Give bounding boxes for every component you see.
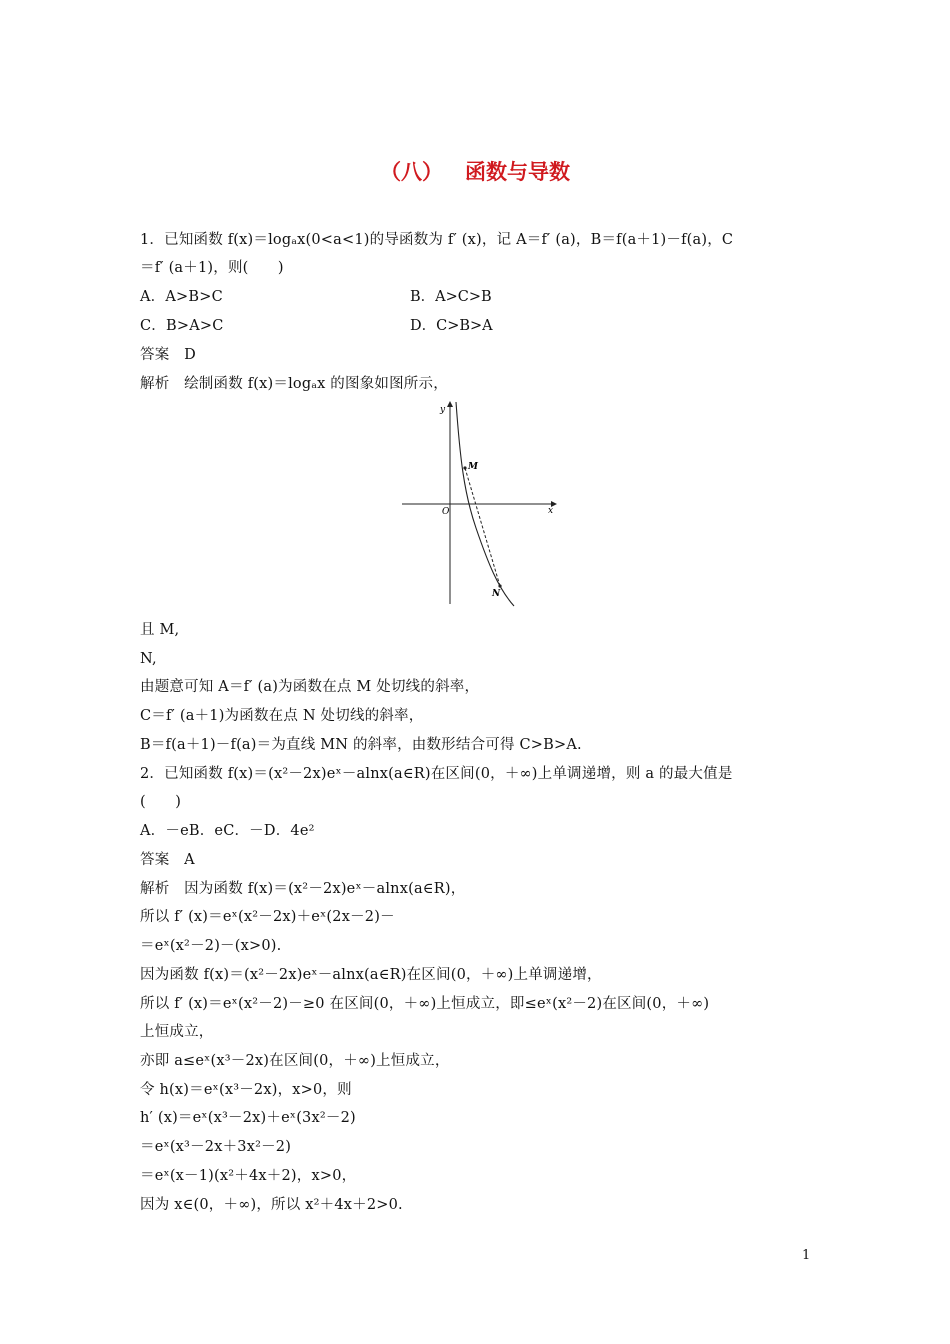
q2-stem-line1: 2．已知函数 f(x)＝(x²－2x)eˣ－alnx(a∈R)在区间(0，＋∞)上单调递增，则 a 的最大值是: [140, 766, 733, 782]
q1-option-c: C．B>A>C: [140, 318, 224, 334]
q1-stem-line2: ＝f′ (a＋1)，则( ): [140, 260, 284, 276]
origin-label: O: [442, 507, 450, 517]
q1-option-b: B．A>C>B: [410, 289, 492, 305]
y-axis-label: y: [440, 405, 446, 415]
q2-options: A．－eB．eC．－D．4e²: [140, 823, 315, 839]
title-text: 函数与导数: [465, 160, 570, 184]
q2-line-10: ＝eˣ(x³－2x＋3x²－2): [140, 1139, 292, 1155]
q2-line-7: 亦即 a≤eˣ(x³－2x)在区间(0，＋∞)上恒成立，: [140, 1053, 450, 1069]
q1-stem-line1: 1．已知函数 f(x)＝logₐx(0<a<1)的导函数为 f′ (x)，记 A＝f′ (a)，B＝f(a＋1)－f(a)，C: [140, 232, 734, 248]
x-axis-label: x: [548, 506, 554, 516]
q2-line-11: ＝eˣ(x－1)(x²＋4x＋2)，x>0，: [140, 1168, 357, 1184]
q2-line-6: 上恒成立，: [140, 1024, 214, 1040]
title-number: （八）: [380, 160, 443, 184]
q1-line-2: N,: [140, 651, 157, 667]
point-n-label: N: [492, 589, 501, 599]
q2-line-9: h′ (x)＝eˣ(x³－2x)＋eˣ(3x²－2): [140, 1110, 356, 1126]
point-n: [498, 584, 501, 587]
point-m-label: M: [468, 462, 478, 472]
log-function-graph: [398, 398, 563, 610]
page-number: 1: [802, 1248, 811, 1263]
q2-line-12: 因为 x∈(0，＋∞)，所以 x²＋4x＋2>0.: [140, 1197, 403, 1213]
q1-option-d: D．C>B>A: [410, 318, 493, 334]
q2-line-8: 令 h(x)＝eˣ(x³－2x)，x>0，则: [140, 1082, 352, 1098]
q1-line-4: C＝f′ (a＋1)为函数在点 N 处切线的斜率，: [140, 708, 424, 724]
secant-mn: [465, 468, 500, 586]
q2-line-3: ＝eˣ(x²－2)－(x>0).: [140, 938, 282, 954]
q2-line-2: 所以 f′ (x)＝eˣ(x²－2x)＋eˣ(2x－2)－: [140, 909, 395, 925]
q1-line-3: 由题意可知 A＝f′ (a)为函数在点 M 处切线的斜率，: [140, 679, 480, 695]
q2-stem-line2: ( ): [140, 794, 182, 810]
q2-line-1: 解析 因为函数 f(x)＝(x²－2x)eˣ－alnx(a∈R)，: [140, 881, 466, 897]
q1-line-5: B＝f(a＋1)－f(a)＝为直线 MN 的斜率，由数形结合可得 C>B>A.: [140, 737, 582, 753]
page-title: [0, 156, 950, 186]
q2-line-5: 所以 f′ (x)＝eˣ(x²－2)－≥0 在区间(0，＋∞)上恒成立，即≤eˣ(x²－2)在区间(0，＋∞): [140, 996, 710, 1012]
q1-line-1: 且 M,: [140, 622, 180, 638]
q1-answer: 答案 D: [140, 347, 196, 363]
q2-line-4: 因为函数 f(x)＝(x²－2x)eˣ－alnx(a∈R)在区间(0，＋∞)上单调递增，: [140, 967, 602, 983]
q1-analysis: 解析 绘制函数 f(x)＝logₐx 的图象如图所示，: [140, 376, 448, 392]
point-m: [463, 466, 466, 469]
q1-option-a: A．A>B>C: [140, 289, 223, 305]
q2-answer: 答案 A: [140, 852, 195, 868]
